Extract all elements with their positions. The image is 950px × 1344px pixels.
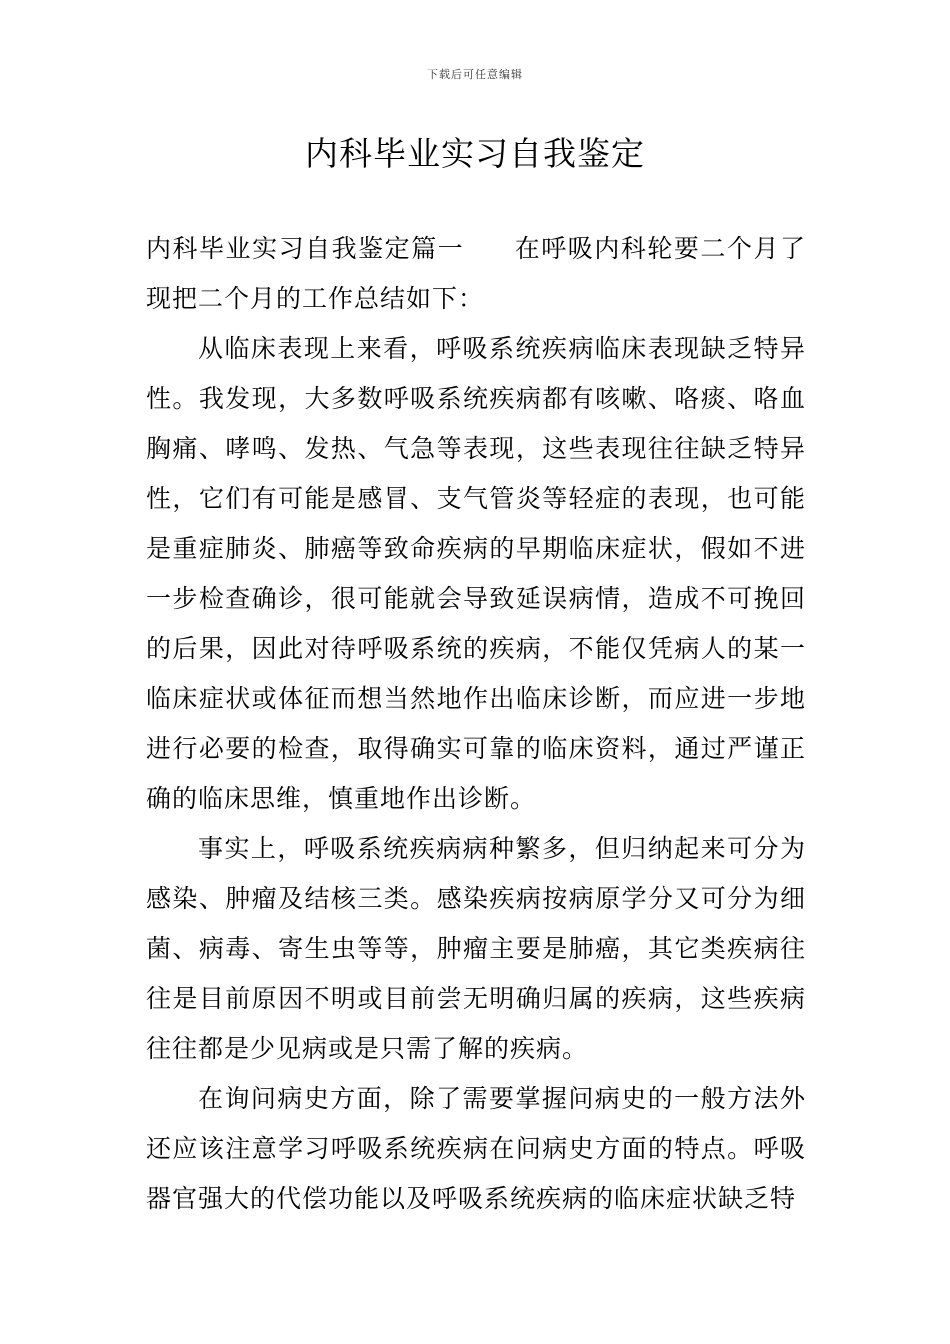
section-heading: 内科毕业实习自我鉴定篇一 xyxy=(146,234,465,263)
paragraph-disease-types: 事实上，呼吸系统疾病病种繁多，但归纳起来可分为感染、肿瘤及结核三类。感染疾病按病原学分又可分为细菌、病毒、寄生虫等等，肿瘤主要是肺癌，其它类疾病往往是目前原因不明或目前尝无明确归属的疾病，这些疾病往往都是少见病或是只需了解的疾病。 xyxy=(146,834,806,1063)
header-note: 下载后可任意编辑 xyxy=(427,68,523,81)
paragraph-clinical-features: 从临床表现上来看，呼吸系统疾病临床表现缺乏特异性。我发现，大多数呼吸系统疾病都有咳嗽、咯痰、咯血胸痛、哮鸣、发热、气急等表现，这些表现往往缺乏特异性，它们有可能是感冒、支气管炎等轻症的表现，也可能是重症肺炎、肺癌等致命疾病的早期临床症状，假如不进一步检查确诊，很可能就会导致延误病情，造成不可挽回的后果，因此对待呼吸系统的疾病，不能仅凭病人的某一临床症状或体征而想当然地作出临床诊断，而应进一步地进行必要的检查，取得确实可靠的临床资料，通过严谨正确的临床思维，慎重地作出诊断。 xyxy=(146,334,806,813)
lead-text: 在呼吸内科轮要二个月了现把二个月的工作总结如下： xyxy=(146,234,806,313)
intro-paragraph xyxy=(146,224,806,324)
document-title: 内科毕业实习自我鉴定 xyxy=(305,134,645,173)
document-body xyxy=(146,224,806,1224)
paragraph-history-taking: 在询问病史方面，除了需要掌握问病史的一般方法外还应该注意学习呼吸系统疾病在问病史方面的特点。呼吸器官强大的代偿功能以及呼吸系统疾病的临床症状缺乏特 xyxy=(146,1084,806,1213)
